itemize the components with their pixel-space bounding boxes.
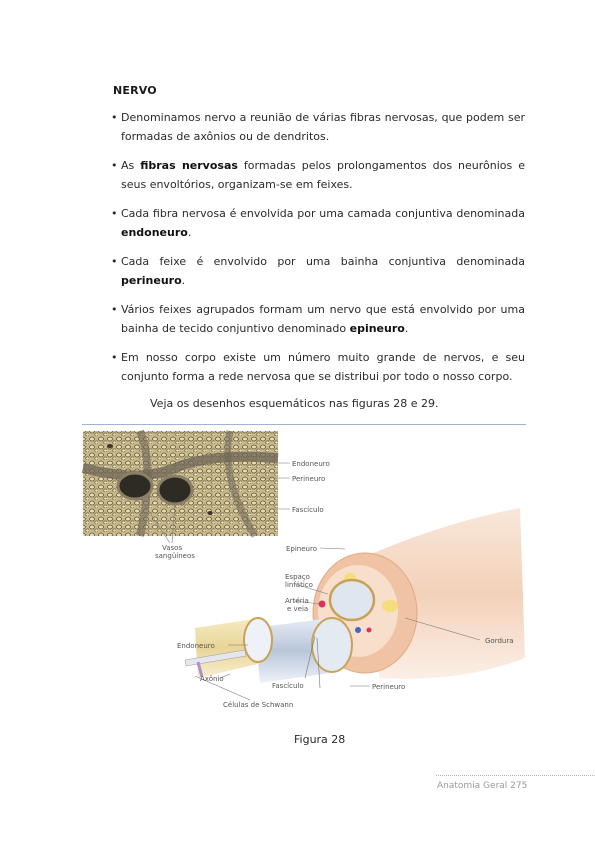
label-endoneuro-top: Endoneuro [292,460,330,468]
bullet-text: . [187,226,192,239]
section-heading: NERVO [113,84,157,97]
bullet-list [111,108,525,396]
bullet-text: As [121,159,141,172]
label-epineuro: Epineuro [286,545,317,553]
figure-divider [82,424,526,425]
label-arteria-1: Artéria [285,597,309,605]
bullet-item [111,156,525,194]
label-fasciculo-bottom: Fascículo [272,682,304,690]
figure-caption: Figura 28 [294,733,346,746]
label-espaco-2: linfático [285,581,313,589]
bullet-item [111,204,525,242]
nerve-figure [80,428,540,718]
bullet-text: formadas pelos prolongamentos dos neurônios e seus envoltórios, organizam-se em feixes. [121,159,525,191]
bold-term: perineuro [121,274,182,287]
bullet-text: Cada fibra nervosa é envolvida por uma camada conjuntiva denominada [121,207,525,220]
bullet-item [111,252,525,290]
footer-dotted-rule [436,775,595,776]
bullet-text: Cada feixe é envolvido por uma bainha conjuntiva denominada [121,255,525,268]
bullet-text: Vários feixes agrupados formam um nervo que está envolvido por uma bainha de tecido conjuntivo denominado [121,303,525,335]
label-espaco-1: Espaço [285,573,310,581]
label-vasos-1: Vasos [162,544,183,552]
bold-term: epineuro [349,322,405,335]
label-vasos-2: sangüíneos [155,552,195,560]
label-axonio: Axônio [200,675,224,683]
label-endoneuro-left: Endoneuro [177,642,215,650]
page-footer: Anatomia Geral 275 [437,781,528,791]
bold-term: fibras nervosas [140,159,238,172]
label-fasciculo-top: Fascículo [292,506,324,514]
bold-term: endoneuro [121,226,188,239]
bullet-item [111,108,525,146]
label-arteria-2: e veia [287,605,309,613]
label-perineuro-top: Perineuro [292,475,326,483]
bullet-text: Denominamos nervo a reunião de várias fibras nervosas, que podem ser formadas de axônios ou de dendritos. [121,111,525,143]
label-perineuro-bottom: Perineuro [372,683,406,691]
intro-sentence: Veja os desenhos esquemáticos nas figuras 28 e 29. [150,397,439,410]
bullet-text: Em nosso corpo existe um número muito grande de nervos, e seu conjunto forma a rede nervosa que se distribui por todo o nosso corpo. [121,351,525,383]
label-gordura: Gordura [485,637,514,645]
bullet-item [111,300,525,338]
bullet-item [111,348,525,386]
label-schwann: Células de Schwann [223,701,294,709]
micrograph-image [83,431,278,536]
bullet-text: . [404,322,409,335]
bullet-text: . [181,274,186,287]
